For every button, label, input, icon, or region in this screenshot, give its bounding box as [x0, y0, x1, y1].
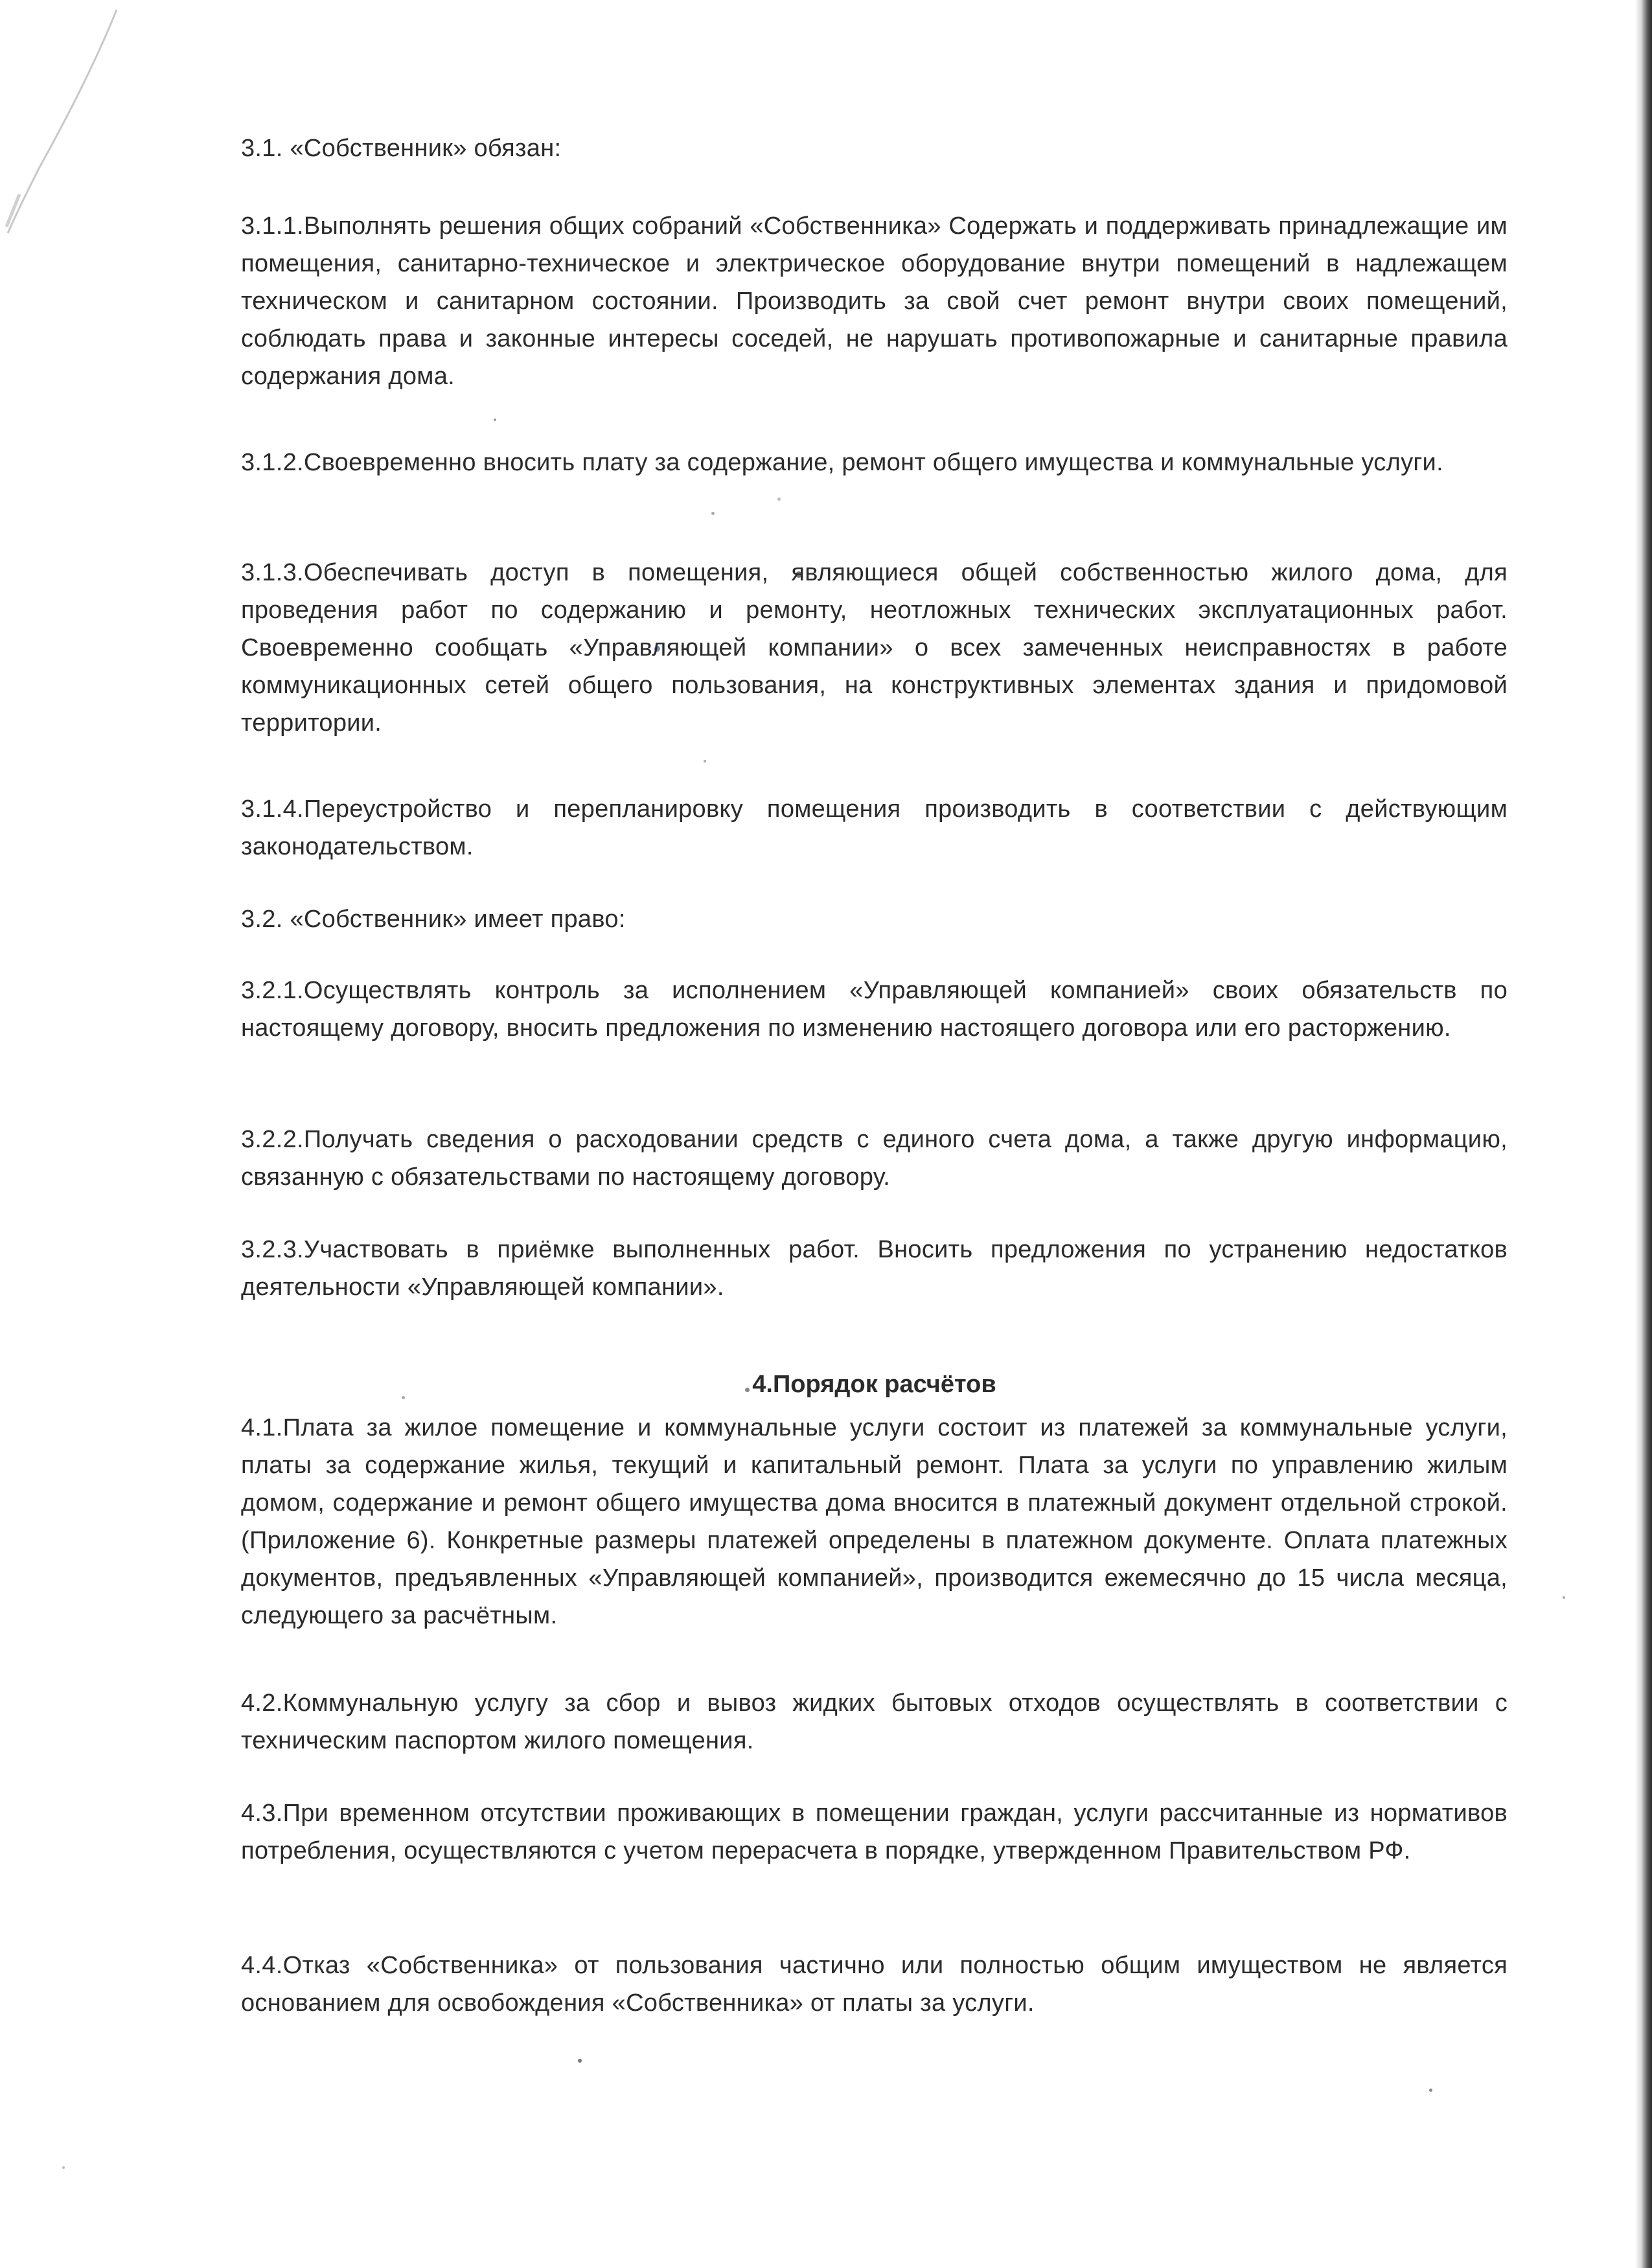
scan-streak: [0, 0, 143, 272]
clause-3-1-2: 3.1.2.Своевременно вносить плату за содержание, ремонт общего имущества и коммунальные услуги.: [241, 449, 1443, 476]
scan-speck: [1429, 2089, 1432, 2092]
clause-3-1-1: 3.1.1.Выполнять решения общих собраний «Собственника» Содержать и поддерживать принадлежащие им помещения, санитарно-техническое и электрическое оборудование внутри помещений в надлежащем техническом и санитарном состоянии. Производить за свой счет ремонт внутри своих помещений, соблюдать права и законные интересы соседей, не нарушать противопожарные и санитарные правила содержания дома.: [241, 212, 1508, 390]
clause-3-2-2: 3.2.2.Получать сведения о расходовании средств с единого счета дома, а также другую информацию, связанную с обязательствами по настоящему договору.: [241, 1126, 1508, 1191]
scan-speck: [578, 2059, 582, 2063]
scan-speck: [494, 418, 496, 421]
clause-4-2: 4.2.Коммунальную услугу за сбор и вывоз жидких бытовых отходов осуществлять в соответствии с техническим паспортом жилого помещения.: [241, 1690, 1508, 1754]
scan-speck: [1563, 1596, 1565, 1599]
clause-3-2-3: 3.2.3.Участвовать в приёмке выполненных работ. Вносить предложения по устранению недостатков деятельности «Управляющей компании».: [241, 1236, 1508, 1301]
scan-speck: [711, 512, 715, 515]
section-3-2-title: 3.2. «Собственник» имеет право:: [241, 906, 626, 933]
clause-3-1-3: 3.1.3.Обеспечивать доступ в помещения, являющиеся общей собственностью жилого дома, для проведения работ по содержанию и ремонту, неотложных технических эксплуатационных работ. Своевременно сообщать «Управляющей компании» о всех замеченных неисправностях в работе коммуникационных сетей общего пользования, на конструктивных элементах здания и придомовой территории.: [241, 559, 1508, 737]
clause-3-1-4: 3.1.4.Переустройство и перепланировку помещения производить в соответствии с действующим законодательством.: [241, 796, 1508, 860]
scan-edge-shadow: [1635, 0, 1652, 2268]
scan-speck: [704, 760, 706, 762]
clause-4-1: 4.1.Плата за жилое помещение и коммунальные услуги состоит из платежей за коммунальные услуги, платы за содержание жилья, текущий и капитальный ремонт. Плата за услуги по управлению жилым домом, содержание и ремонт общего имущества дома вносится в платежный документ отдельной строкой. (Приложение 6). Конкретные размеры платежей определены в платежном документе. Оплата платежных документов, предъявленных «Управляющей компанией», производится ежемесячно до 15 числа месяца, следующего за расчётным.: [241, 1414, 1508, 1629]
scan-speck: [777, 498, 781, 501]
clause-4-4: 4.4.Отказ «Собственника» от пользования частично или полностью общим имуществом не является основанием для освобождения «Собственника» от платы за услуги.: [241, 1952, 1508, 2017]
section-3-1-title: 3.1. «Собственник» обязан:: [241, 135, 562, 162]
section-4-heading: 4.Порядок расчётов: [752, 1371, 996, 1398]
clause-3-2-1: 3.2.1.Осуществлять контроль за исполнением «Управляющей компанией» своих обязательств по настоящему договору, вносить предложения по изменению настоящего договора или его расторжению.: [241, 977, 1508, 1042]
clause-4-3: 4.3.При временном отсутствии проживающих в помещении граждан, услуги рассчитанные из нормативов потребления, осуществляются с учетом перерасчета в порядке, утвержденном Правительством РФ.: [241, 1800, 1508, 1864]
scan-speck: [62, 2166, 65, 2169]
